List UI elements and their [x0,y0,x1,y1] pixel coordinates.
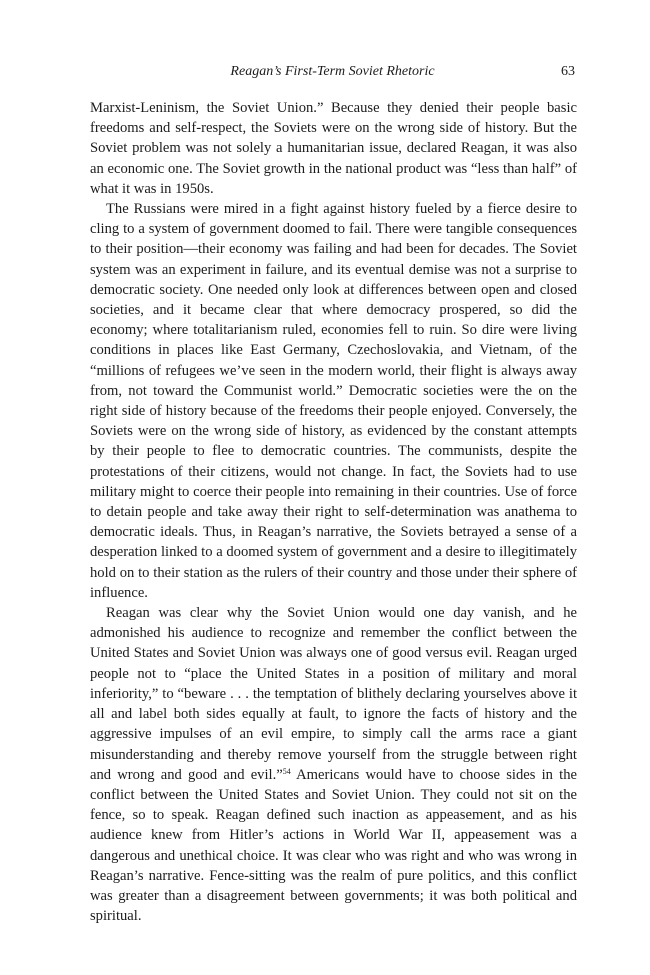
running-head [90,64,575,86]
paragraph [90,603,577,926]
footnote-marker[interactable]: 54 [282,766,291,776]
body-text [90,98,577,926]
page-number: 63 [561,64,575,79]
paragraph-text: Reagan was clear why the Soviet Union would one day vanish, and he admonished his audience to recognize and remember the conflict between the United States and Soviet Union was always one of good versus evil. Reagan urged people not to “place the United States in a position of military and moral inferiority,” to “beware . . . the temptation of blithely declaring yourselves above it all and label both sides equally at fault, to ignore the facts of history and the aggressive impulses of an evil empire, to simply call the arms race a giant misunderstanding and thereby remove yourself from the struggle between right and wrong and good and evil.” [90,605,577,783]
paragraph-continued: Marxist-Leninism, the Soviet Union.” Because they denied their people basic freedoms and self-respect, the Soviets were on the wrong side of history. But the Soviet problem was not solely a humanitarian issue, declared Reagan, it was also an economic one. The Soviet growth in the national product was “less than half” of what it was in 1950s. [90,100,577,197]
paragraph-text: Americans would have to choose sides in the conflict between the United States and Soviet Union. They could not sit on the fence, so to speak. Reagan defined such inaction as appeasement, and as his audience knew from Hitler’s actions in World War II, appeasement was a dangerous and unethical choice. It was clear who was right and who was wrong in Reagan’s narrative. Fence-sitting was the realm of pure politics, and this conflict was greater than a disagreement between governments; it was both political and spiritual. [90,766,577,925]
running-title: Reagan’s First-Term Soviet Rhetoric [230,64,435,79]
paragraph: The Russians were mired in a fight against history fueled by a fierce desire to cling to a system of government doomed to fail. There were tangible consequences to their position—their economy was failing and had been for decades. The Soviet system was an experiment in failure, and its eventual demise was not a surprise to democratic society. One needed only look at differences between open and closed societies, and it became clear that where democracy prospered, so did the economy; where totalitarianism ruled, economies fell to ruin. So dire were living conditions in places like East Germany, Czechoslovakia, and Vietnam, of the “millions of refugees we’ve seen in the modern world, their flight is always away from, not toward the Communist world.” Democratic societies were the on the right side of history because of the freedoms their people enjoyed. Conversely, the Soviets were on the wrong side of history, as evidenced by the constant attempts by their people to flee to democratic countries. The communists, despite the protestations of their citizens, would not change. In fact, the Soviets had to use military might to coerce their people into remaining in their countries. Use of force to detain people and take away their right to self-determination was anathema to democratic ideals. Thus, in Reagan’s narrative, the Soviets betrayed a sense of a desperation linked to a doomed system of government and a desire to illegitimately hold on to their station as the rulers of their country and those under their sphere of influence. [90,201,577,601]
